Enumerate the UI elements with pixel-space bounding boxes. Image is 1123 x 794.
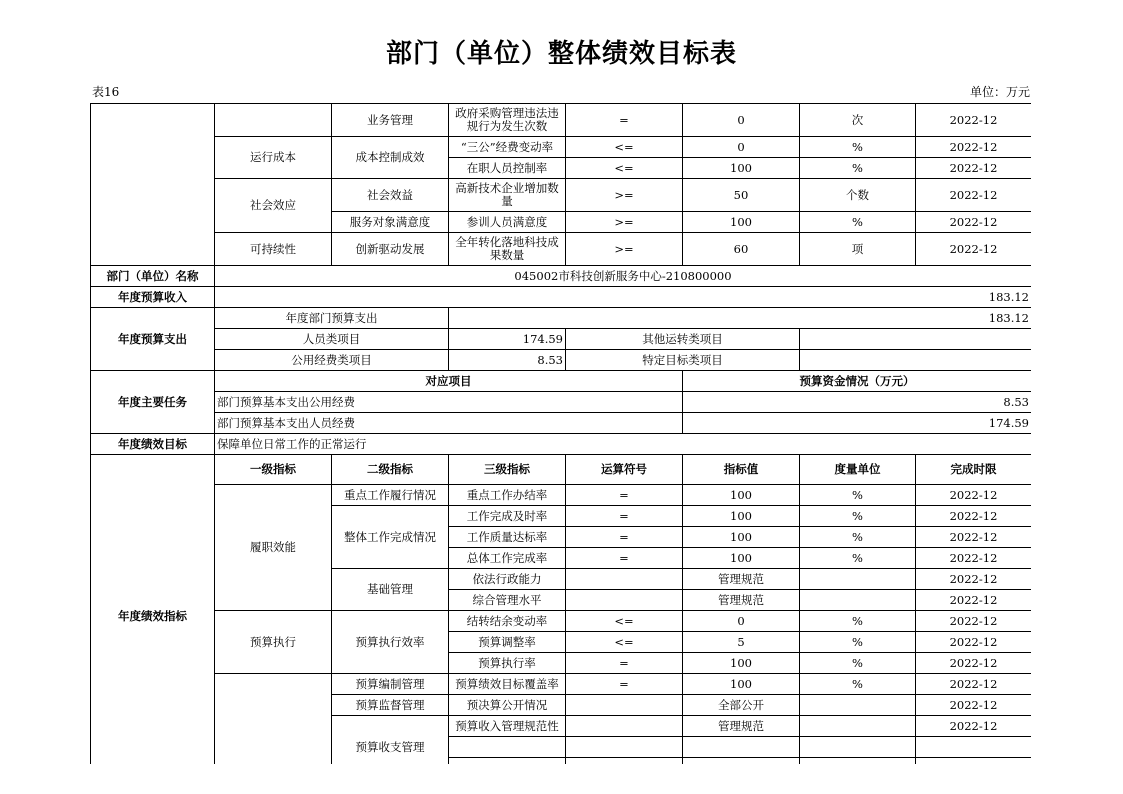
unit-cell: % bbox=[800, 527, 916, 548]
level3-cell bbox=[449, 758, 566, 765]
level3-cell: 在职人员控制率 bbox=[449, 158, 566, 179]
operator-cell bbox=[566, 590, 683, 611]
deadline-cell: 2022-12 bbox=[916, 158, 1032, 179]
operator-cell: = bbox=[566, 104, 683, 137]
unit-cell: % bbox=[800, 611, 916, 632]
operator-cell: <= bbox=[566, 611, 683, 632]
level3-cell: 预算执行率 bbox=[449, 653, 566, 674]
col-unit: 度量单位 bbox=[800, 455, 916, 485]
value-cell bbox=[683, 737, 800, 758]
income-value: 183.12 bbox=[215, 287, 1032, 308]
goal-value: 保障单位日常工作的正常运行 bbox=[215, 434, 1032, 455]
value-cell: 管理规范 bbox=[683, 569, 800, 590]
tasks-col-funds: 预算资金情况（万元） bbox=[683, 371, 1032, 392]
col-level1: 一级指标 bbox=[215, 455, 332, 485]
level3-cell: 预算收入管理规范性 bbox=[449, 716, 566, 737]
unit-cell: % bbox=[800, 137, 916, 158]
value-cell: 100 bbox=[683, 506, 800, 527]
value-cell: 全部公开 bbox=[683, 695, 800, 716]
operator-cell: = bbox=[566, 506, 683, 527]
personnel-label: 人员类项目 bbox=[215, 329, 449, 350]
operator-cell: = bbox=[566, 527, 683, 548]
operator-cell bbox=[566, 758, 683, 765]
deadline-cell: 2022-12 bbox=[916, 506, 1032, 527]
unit-label: 单位：万元 bbox=[969, 85, 1030, 99]
unit-cell: % bbox=[800, 158, 916, 179]
col-operator: 运算符号 bbox=[566, 455, 683, 485]
deadline-cell: 2022-12 bbox=[916, 212, 1032, 233]
value-cell: 100 bbox=[683, 158, 800, 179]
level2-cell: 预算收支管理 bbox=[332, 716, 449, 765]
unit-cell bbox=[800, 569, 916, 590]
value-cell: 0 bbox=[683, 137, 800, 158]
level2-cell: 预算执行效率 bbox=[332, 611, 449, 674]
unit-cell bbox=[800, 758, 916, 765]
indicators-header-row bbox=[91, 455, 1032, 485]
level3-cell: 综合管理水平 bbox=[449, 590, 566, 611]
value-cell: 5 bbox=[683, 632, 800, 653]
value-cell bbox=[683, 758, 800, 765]
deadline-cell: 2022-12 bbox=[916, 590, 1032, 611]
level1-cell bbox=[215, 674, 332, 765]
level1-cell: 预算执行 bbox=[215, 611, 332, 674]
dept-label: 部门（单位）名称 bbox=[91, 266, 215, 287]
deadline-cell: 2022-12 bbox=[916, 104, 1032, 137]
level3-cell: 全年转化落地科技成果数量 bbox=[449, 233, 566, 266]
deadline-cell bbox=[916, 758, 1032, 765]
tasks-label: 年度主要任务 bbox=[91, 371, 215, 434]
level1-cell: 运行成本 bbox=[215, 137, 332, 179]
col-level3: 三级指标 bbox=[449, 455, 566, 485]
performance-table bbox=[90, 103, 1031, 764]
unit-cell: 项 bbox=[800, 233, 916, 266]
unit-cell: 次 bbox=[800, 104, 916, 137]
unit-cell bbox=[800, 737, 916, 758]
dept-row bbox=[91, 266, 1032, 287]
other-label: 其他运转类项目 bbox=[566, 329, 800, 350]
level2-cell: 预算监督管理 bbox=[332, 695, 449, 716]
level2-cell: 创新驱动发展 bbox=[332, 233, 449, 266]
deadline-cell: 2022-12 bbox=[916, 233, 1032, 266]
specific-label: 特定目标类项目 bbox=[566, 350, 800, 371]
operator-cell bbox=[566, 695, 683, 716]
unit-cell: % bbox=[800, 485, 916, 506]
operator-cell: <= bbox=[566, 137, 683, 158]
table-row bbox=[91, 392, 1032, 413]
deadline-cell: 2022-12 bbox=[916, 695, 1032, 716]
level3-cell: 高新技术企业增加数量 bbox=[449, 179, 566, 212]
level1-cell: 社会效应 bbox=[215, 179, 332, 233]
dept-value: 045002市科技创新服务中心-210800000 bbox=[215, 266, 1032, 287]
expense-row bbox=[91, 308, 1032, 329]
value-cell: 50 bbox=[683, 179, 800, 212]
performance-table-sheet bbox=[90, 103, 1031, 764]
col-deadline: 完成时限 bbox=[916, 455, 1032, 485]
value-cell: 0 bbox=[683, 611, 800, 632]
public-label: 公用经费类项目 bbox=[215, 350, 449, 371]
col-level2: 二级指标 bbox=[332, 455, 449, 485]
table-row bbox=[91, 485, 1032, 506]
deadline-cell: 2022-12 bbox=[916, 485, 1032, 506]
level3-cell: 预决算公开情况 bbox=[449, 695, 566, 716]
value-cell: 100 bbox=[683, 485, 800, 506]
unit-cell: % bbox=[800, 506, 916, 527]
income-label: 年度预算收入 bbox=[91, 287, 215, 308]
level2-cell: 整体工作完成情况 bbox=[332, 506, 449, 569]
deadline-cell bbox=[916, 737, 1032, 758]
table-row bbox=[91, 611, 1032, 632]
value-cell: 100 bbox=[683, 548, 800, 569]
level1-cell: 可持续性 bbox=[215, 233, 332, 266]
expense-row bbox=[91, 329, 1032, 350]
level3-cell: “三公”经费变动率 bbox=[449, 137, 566, 158]
deadline-cell: 2022-12 bbox=[916, 548, 1032, 569]
deadline-cell: 2022-12 bbox=[916, 527, 1032, 548]
deadline-cell: 2022-12 bbox=[916, 611, 1032, 632]
level3-cell: 重点工作办结率 bbox=[449, 485, 566, 506]
level1-cell bbox=[215, 104, 332, 137]
deadline-cell: 2022-12 bbox=[916, 716, 1032, 737]
expense-label: 年度预算支出 bbox=[91, 308, 215, 371]
level3-cell: 工作完成及时率 bbox=[449, 506, 566, 527]
task-item: 部门预算基本支出人员经费 bbox=[215, 413, 683, 434]
level2-cell: 基础管理 bbox=[332, 569, 449, 611]
value-cell: 60 bbox=[683, 233, 800, 266]
income-row bbox=[91, 287, 1032, 308]
expense-total-label: 年度部门预算支出 bbox=[215, 308, 449, 329]
expense-total-value: 183.12 bbox=[449, 308, 1032, 329]
deadline-cell: 2022-12 bbox=[916, 179, 1032, 212]
unit-cell: % bbox=[800, 632, 916, 653]
level3-cell: 参训人员满意度 bbox=[449, 212, 566, 233]
level3-cell: 工作质量达标率 bbox=[449, 527, 566, 548]
col-value: 指标值 bbox=[683, 455, 800, 485]
expense-row bbox=[91, 350, 1032, 371]
operator-cell: <= bbox=[566, 158, 683, 179]
operator-cell bbox=[566, 716, 683, 737]
indicators-label: 年度绩效指标 bbox=[91, 455, 215, 765]
goal-row bbox=[91, 434, 1032, 455]
level3-cell: 结转结余变动率 bbox=[449, 611, 566, 632]
table-row bbox=[91, 413, 1032, 434]
operator-cell bbox=[566, 737, 683, 758]
personnel-value: 174.59 bbox=[449, 329, 566, 350]
operator-cell: = bbox=[566, 548, 683, 569]
deadline-cell: 2022-12 bbox=[916, 137, 1032, 158]
public-value: 8.53 bbox=[449, 350, 566, 371]
level2-cell: 预算编制管理 bbox=[332, 674, 449, 695]
value-cell: 管理规范 bbox=[683, 716, 800, 737]
level3-cell: 政府采购管理违法违规行为发生次数 bbox=[449, 104, 566, 137]
operator-cell: >= bbox=[566, 179, 683, 212]
tasks-col-item: 对应项目 bbox=[215, 371, 683, 392]
deadline-cell: 2022-12 bbox=[916, 632, 1032, 653]
unit-cell: % bbox=[800, 548, 916, 569]
table-row bbox=[91, 233, 1032, 266]
level1-cell: 履职效能 bbox=[215, 485, 332, 611]
level2-cell: 重点工作履行情况 bbox=[332, 485, 449, 506]
value-cell: 100 bbox=[683, 527, 800, 548]
level2-cell: 社会效益 bbox=[332, 179, 449, 212]
deadline-cell: 2022-12 bbox=[916, 569, 1032, 590]
operator-cell: >= bbox=[566, 212, 683, 233]
operator-cell: = bbox=[566, 674, 683, 695]
table-row bbox=[91, 179, 1032, 212]
value-cell: 管理规范 bbox=[683, 590, 800, 611]
operator-cell: <= bbox=[566, 632, 683, 653]
value-cell: 100 bbox=[683, 212, 800, 233]
level3-cell bbox=[449, 737, 566, 758]
category-cell-empty bbox=[91, 104, 215, 266]
tasks-header-row bbox=[91, 371, 1032, 392]
table-row bbox=[91, 674, 1032, 695]
unit-cell bbox=[800, 695, 916, 716]
specific-value bbox=[800, 350, 1032, 371]
value-cell: 100 bbox=[683, 674, 800, 695]
task-funds: 8.53 bbox=[683, 392, 1032, 413]
deadline-cell: 2022-12 bbox=[916, 653, 1032, 674]
unit-cell: 个数 bbox=[800, 179, 916, 212]
operator-cell: >= bbox=[566, 233, 683, 266]
value-cell: 0 bbox=[683, 104, 800, 137]
unit-cell bbox=[800, 716, 916, 737]
operator-cell: = bbox=[566, 653, 683, 674]
level2-cell: 成本控制成效 bbox=[332, 137, 449, 179]
level2-cell: 服务对象满意度 bbox=[332, 212, 449, 233]
level3-cell: 预算绩效目标覆盖率 bbox=[449, 674, 566, 695]
table-row bbox=[91, 137, 1032, 158]
unit-cell bbox=[800, 590, 916, 611]
unit-cell: % bbox=[800, 212, 916, 233]
value-cell: 100 bbox=[683, 653, 800, 674]
task-item: 部门预算基本支出公用经费 bbox=[215, 392, 683, 413]
goal-label: 年度绩效目标 bbox=[91, 434, 215, 455]
other-value bbox=[800, 329, 1032, 350]
task-funds: 174.59 bbox=[683, 413, 1032, 434]
unit-cell: % bbox=[800, 653, 916, 674]
level3-cell: 依法行政能力 bbox=[449, 569, 566, 590]
deadline-cell: 2022-12 bbox=[916, 674, 1032, 695]
level3-cell: 总体工作完成率 bbox=[449, 548, 566, 569]
page-title: 部门（单位）整体绩效目标表 bbox=[385, 39, 737, 69]
table-number: 表16 bbox=[92, 85, 120, 99]
table-row bbox=[91, 104, 1032, 137]
level2-cell: 业务管理 bbox=[332, 104, 449, 137]
operator-cell: = bbox=[566, 485, 683, 506]
level3-cell: 预算调整率 bbox=[449, 632, 566, 653]
operator-cell bbox=[566, 569, 683, 590]
unit-cell: % bbox=[800, 674, 916, 695]
